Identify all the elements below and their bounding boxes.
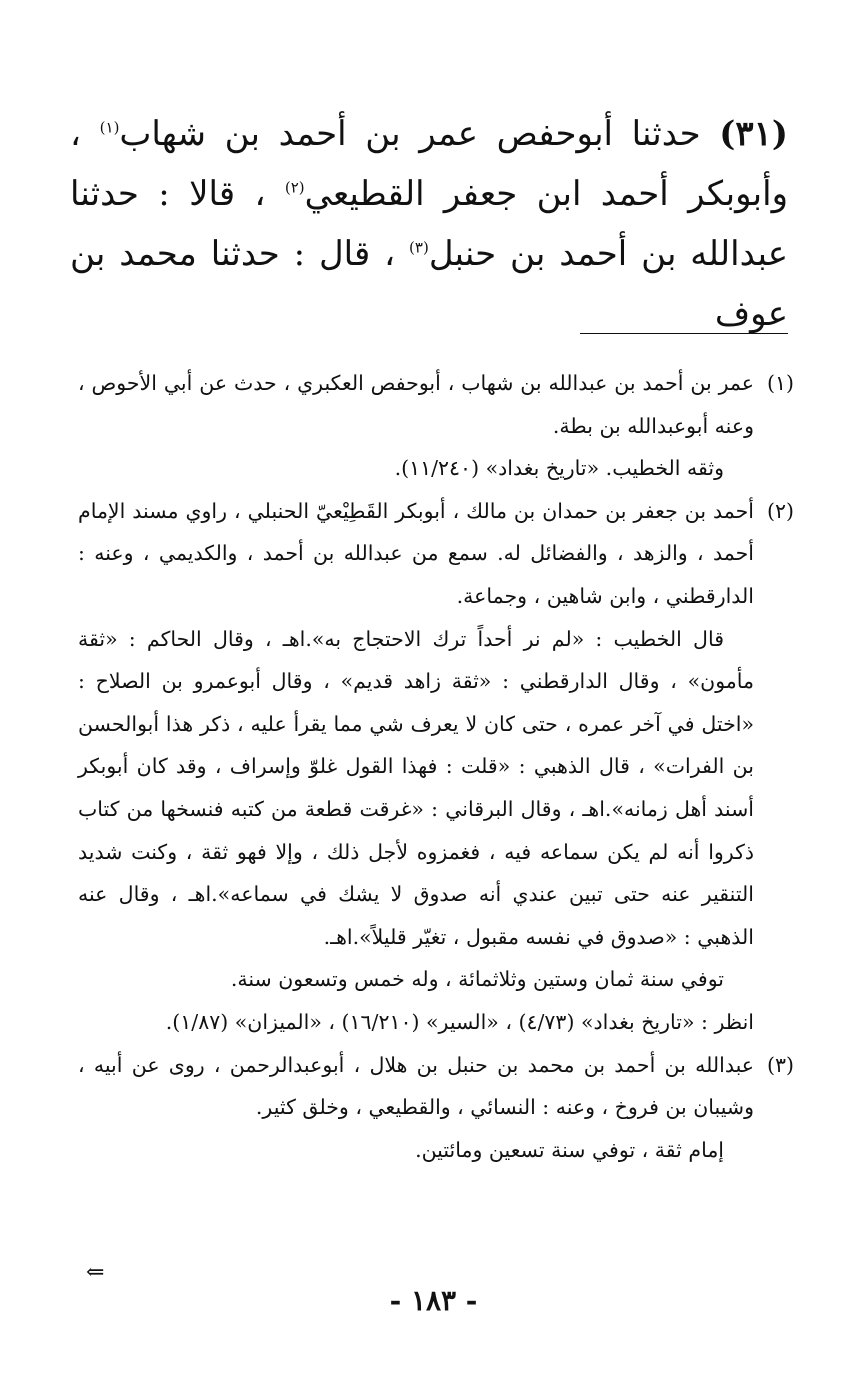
footnote-2: [78, 490, 794, 1044]
main-line-3: [70, 224, 788, 344]
footnote-separator: [580, 333, 788, 334]
main-line-text: حدثنا أبوحفص عمر بن أحمد بن شهاب: [119, 114, 720, 154]
footnote-marker: (١): [766, 371, 794, 395]
footnote-paragraph: انظر : «تاريخ بغداد» (٤/٧٣) ، «السير» (١٦/٢١٠) ، «الميزان» (١/٨٧).: [165, 1009, 754, 1034]
footnotes: [78, 362, 794, 1171]
main-text: [70, 104, 788, 344]
main-line-text: عبدالله بن أحمد بن حنبل: [428, 234, 788, 274]
main-line-suffix: ، قال : حدثنا محمد بن عوف: [70, 234, 788, 334]
footnote-paragraph: وثقه الخطيب. «تاريخ بغداد» (١١/٢٤٠).: [394, 456, 724, 481]
footnote-paragraph: أحمد بن جعفر بن حمدان بن مالك ، أبوبكر القَطِيْعيّ الحنبلي ، راوي مسند الإمام أحمد ، والزهد ، والفضائل له. سمع من عبدالله بن أحمد ، والكديمي ، وعنه : الدارقطني ، وابن شاهين ، وجماعة.: [78, 498, 754, 608]
footnote-ref[interactable]: (١): [99, 118, 120, 137]
footnote-paragraph: قال الخطيب : «لم نر أحداً ترك الاحتجاج به».اهـ ، وقال الحاكم : «ثقة مأمون» ، وقال الدارقطني : «ثقة زاهد قديم» ، وقال أبوعمرو بن الصلاح : «اختل في آخر عمره ، حتى كان لا يعرف شي مما يقرأ عليه ، ذكر هذا أبوالحسن بن الفرات» ، قال الذهبي : «قلت : فهذا القول غلوّ وإسراف ، وقد كان أبوبكر أسند أهل زمانه».اهـ ، وقال البرقاني : «غرقت قطعة من كتبه فنسخها من كتاب ذكروا أنه لم يكن سماعه فيه ، فغمزوه لأجل ذلك ، وإلا فهو ثقة ، وكنت شديد التنقير عنه حتى تبين عندي أنه صدوق لا يشك في سماعه».اهـ ، وقال عنه الذهبي : «صدوق في نفسه مقبول ، تغيّر قليلاً».اهـ.: [78, 626, 754, 949]
footnote-marker: (٢): [766, 498, 794, 523]
footnote-ref[interactable]: (٢): [284, 178, 305, 197]
footnote-paragraph: عبدالله بن أحمد بن محمد بن حنبل بن هلال ، أبوعبدالرحمن ، روى عن أبيه ، وشيبان بن فروخ ، وعنه : النسائي ، والقطيعي ، وخلق كثير.: [78, 1052, 754, 1120]
footnote-ref[interactable]: (٣): [409, 238, 429, 257]
page-number: - ١٨٣ -: [389, 1284, 478, 1317]
main-line-suffix: ،: [70, 114, 100, 154]
main-line-suffix: ، قالا : حدثنا: [70, 174, 285, 214]
footnote-3: [78, 1044, 794, 1172]
main-line-text: وأبوبكر أحمد ابن جعفر القطيعي: [304, 174, 789, 214]
footnote-paragraph: توفي سنة ثمان وستين وثلاثمائة ، وله خمس وتسعون سنة.: [230, 967, 724, 992]
footnote-paragraph: عمر بن أحمد بن عبدالله بن شهاب ، أبوحفص العكبري ، حدث عن أبي الأحوص ، وعنه أبوعبدالله بن بطة.: [78, 371, 754, 438]
footnote-1: [78, 362, 794, 490]
main-line-2: [70, 164, 788, 224]
main-line-1: [70, 104, 788, 164]
footnote-paragraph: إمام ثقة ، توفي سنة تسعين ومائتين.: [415, 1137, 724, 1162]
footnote-marker: (٣): [766, 1052, 794, 1077]
continue-arrow-icon: ⇐: [86, 1260, 105, 1285]
hadith-number: (٣١): [719, 114, 788, 154]
